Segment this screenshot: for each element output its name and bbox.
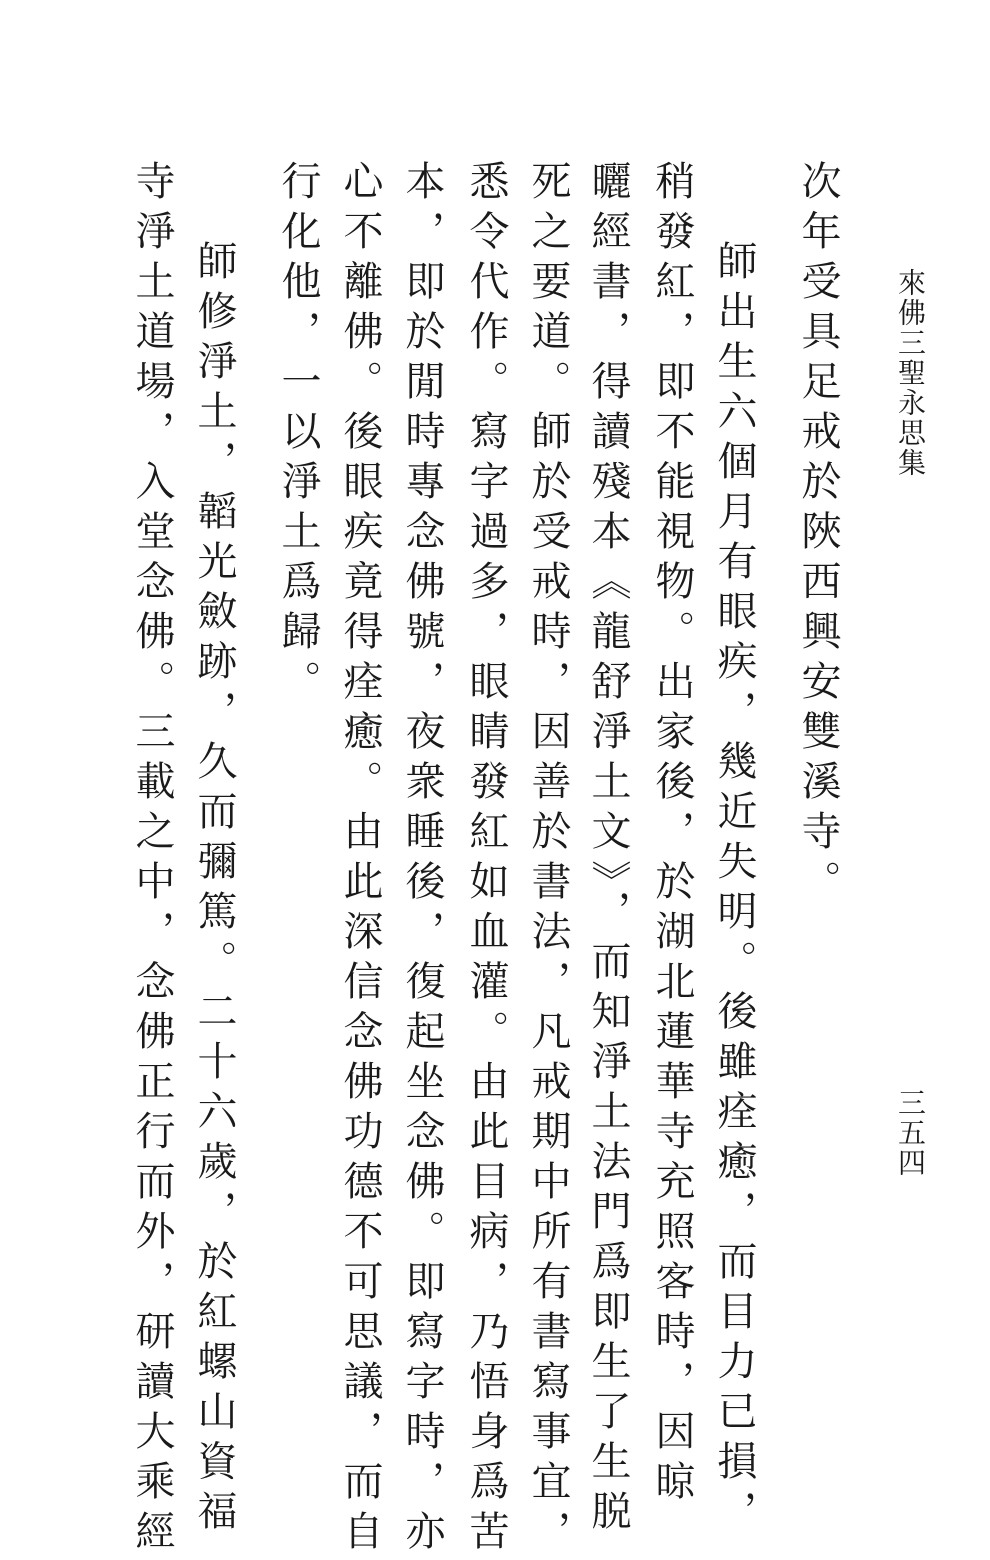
text-column-8: 心不離佛。後眼疾竟得痊癒。由此深信念佛功德不可思議，而自 — [337, 160, 383, 1560]
running-header-title: 來佛三聖永思集 — [894, 268, 927, 478]
text-column-6: 悉令代作。寫字過多，眼睛發紅如血灌。由此目病，乃悟身爲苦 — [463, 160, 509, 1560]
text-column-10: 師修淨土，韜光斂跡，久而彌篤。二十六歲，於紅螺山資福 — [191, 240, 237, 1540]
text-column-5: 死之要道。師於受戒時，因善於書法，凡戒期中所有書寫事宜， — [525, 160, 571, 1560]
text-column-2: 師出生六個月有眼疾，幾近失明。後雖痊癒，而目力已損， — [711, 240, 757, 1540]
text-column-7: 本，即於閒時專念佛號，夜衆睡後，復起坐念佛。即寫字時，亦 — [399, 160, 445, 1560]
text-column-9: 行化他，一以淨土爲歸。 — [275, 160, 321, 710]
text-column-4: 曬經書，得讀殘本《龍舒淨土文》，而知淨土法門爲即生了生脱 — [585, 160, 631, 1540]
text-column-1: 次年受具足戒於陜西興安雙溪寺。 — [795, 160, 841, 910]
text-column-11: 寺淨土道場，入堂念佛。三載之中，念佛正行而外，研讀大乘經 — [129, 160, 175, 1560]
text-column-3: 稍發紅，即不能視物。出家後，於湖北蓮華寺充照客時，因晾 — [649, 160, 695, 1510]
page-number: 三五四 — [894, 1088, 927, 1178]
